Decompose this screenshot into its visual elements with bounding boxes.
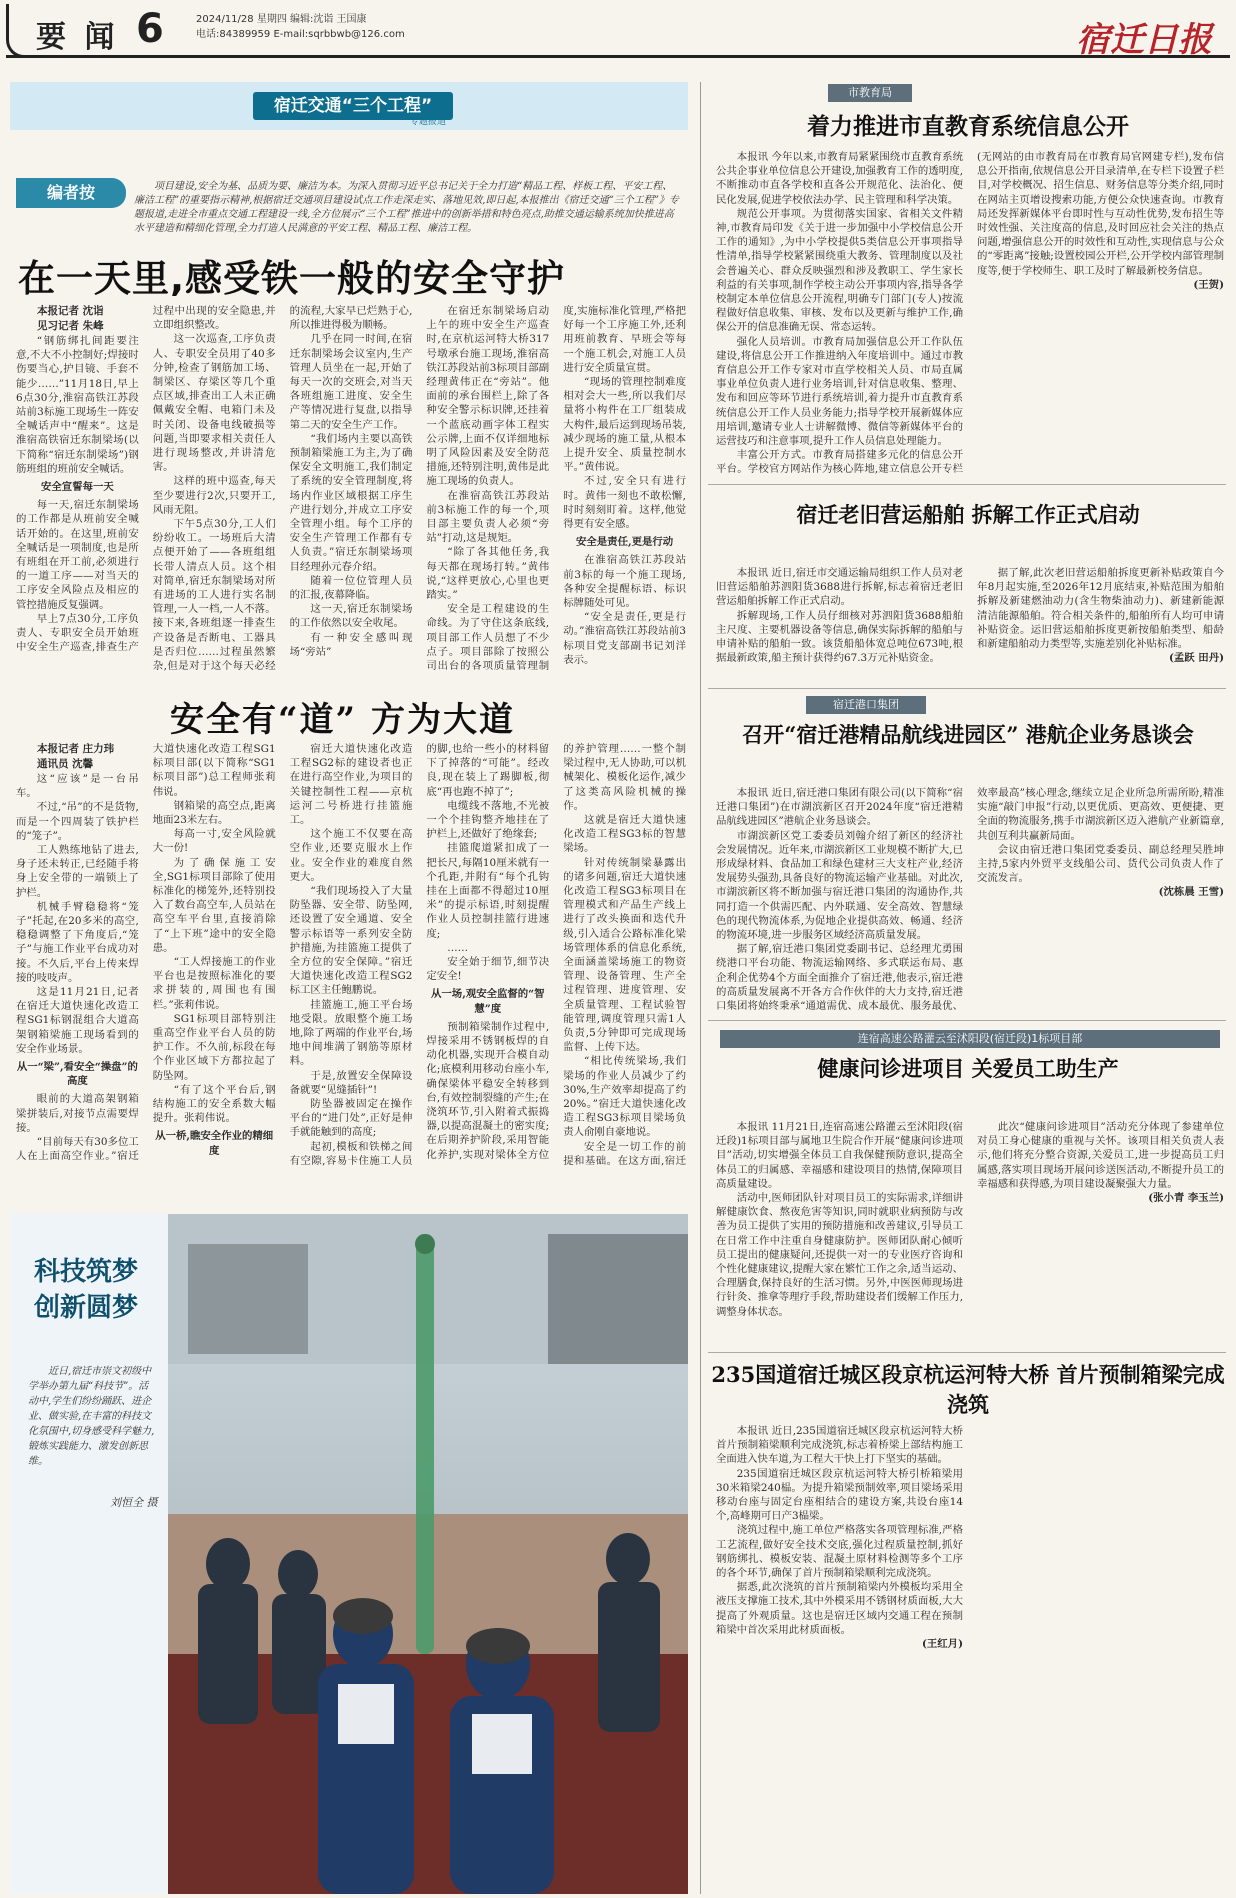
paragraph: 这个施工不仅要在高空作业,还要克服水上作业。安全作业的难度自然更大。 — [289, 828, 413, 883]
story4-body — [716, 1120, 1224, 1346]
story3-headline: 召开“宿迁港精品航线进园区” 港航企业务恳谈会 — [742, 722, 1194, 747]
paragraph: 在淮宿高铁江苏段站前3标的每一个施工现场,各种安全提醒标语、标识标牌随处可见。 — [563, 554, 686, 610]
paragraph: 于是,放置安全保障设备就要“见缝插针”! — [289, 1069, 413, 1096]
feature-banner-subtitle: 专题报道 — [410, 117, 447, 127]
paragraph: 拆解现场,工作人员仔细核对苏泗阳货3688船舶主尺度、主要机器设备等信息,确保实际拆解的船舶与申请补贴的船舶一致。该货船船体宽总吨位673吨,根据最新政策,船主预计获得约67.3万元补贴资金。 — [716, 609, 963, 665]
story1-body — [716, 150, 1224, 480]
paragraph: 本报讯 近日,235国道宿迁城区段京杭运河特大桥首片预制箱梁顺利完成浇筑,标志着桥梁上部结构施工全面进入快车道,为工程大干快上打下坚实的基础。 — [716, 1425, 963, 1466]
masthead-decoration — [6, 4, 30, 58]
paragraph: “相比传统梁场,我们梁场的作业人员减少了约30%,生产效率却提高了约20%。”宿迁大道快速化改造工程SG3标项目梁场负责人俞刚自豪地说。 — [563, 1055, 686, 1139]
story5-headline: 235国道宿迁城区段京杭运河特大桥 首片预制箱梁完成浇筑 — [711, 1362, 1225, 1417]
paragraph: 不过,安全只有进行时。黄伟一刻也不敢松懈,时时刻刻盯着。这样,他觉得更有安全感。 — [563, 475, 686, 531]
paragraph: 此次“健康问诊进项目”活动充分体现了参建单位对员工身心健康的重视与关怀。该项目相关负责人表示,他们将充分整合资源,关爱员工,进一步提高员工归属感,落实项目现场开展问诊送医活动,不断提升员工的幸福感和获得感,为项目建设凝聚强大力量。 — [977, 1121, 1224, 1190]
paragraph: “目前每天有30多位工人在上面高空作业。”宿迁大道快速化改造工程SG1标项目部(以下简称“SG1标项目部”)总工程师张莉伟说。 — [16, 743, 276, 1163]
section-tag: 市教育局 — [828, 84, 912, 102]
paragraph: 这样的班中巡查,每天至少要进行2次,只要开工,风雨无阻。 — [152, 475, 276, 516]
section-tag: 连宿高速公路灌云至沭阳段(宿迁段)1标项目部 — [720, 1030, 1220, 1048]
photo-students-science-fair — [168, 1214, 688, 1894]
paragraph: 为了确保施工安全,SG1标项目部除了使用标准化的梯笼外,还特别投入了数台高空车,人员站在高空车平台里,直接消除了“上下班”途中的安全隐患。 — [152, 856, 276, 954]
paragraph: 本报讯 今年以来,市教育局紧紧围绕市直教育系统公共企事业单位信息公开建设,加强教育工作的透明度,不断推动市直各学校和直各公开规范化、法治化、便民化发展,促进学校依法办学、民主管理和科学决策。 — [716, 151, 963, 206]
paragraph: 针对传统制梁暴露出的诸多问题,宿迁大道快速化改造工程SG3标项目在管理模式和产品生产线上进行了改头换面和迭代升级,引入适合公路标准化梁场管理体系的信息化系统,全面涵盖梁场施工的物资管理、设备管理、生产全过程管理、进度管理、安全质量管理、工程试验智能管理,调度管理只需1人负责,5分钟即可完成现场监督、上传下达。 — [563, 856, 686, 1054]
masthead — [6, 4, 1230, 58]
divider — [708, 1020, 1226, 1021]
article1-body — [16, 304, 686, 680]
story1-headline: 着力推进市直教育系统信息公开 — [807, 113, 1129, 140]
article2-byline: 通讯员 沈馨 — [37, 758, 94, 770]
story3-paragraphs — [716, 786, 1224, 1014]
story4-credit: (张小青 李玉兰) — [1148, 1192, 1224, 1205]
subheading: 从一桥,瞧安全作业的精细度 — [155, 1130, 274, 1157]
paragraph: 浇筑过程中,施工单位严格落实各项管理标准,严格工艺流程,做好安全技术交底,强化过程质量控制,抓好钢筋绑扎、模板安装、混凝土原材料检测等多个工序的各个环节,确保了首片预制箱梁顺利完成浇筑。 — [716, 1524, 963, 1580]
paragraph: 几乎在同一时间,在宿迁东制梁场会议室内,生产管理人员坐在一起,开始了每天一次的交班会,对当天各班组施工进度、安全生产等情况进行复盘,以指导第二天的安全生产工作。 — [289, 333, 413, 431]
paragraph: 这“应该”是一台吊车。 — [16, 773, 139, 800]
paragraph: 本报讯 11月21日,连宿高速公路灌云至沭阳段(宿迁段)1标项目部与属地卫生院合作开展“健康问诊进项目”活动,切实增强全体员工自我保健预防意识,提高全体员工的归属感、幸福感和建设项目的热情,保障项目高质量建设。 — [716, 1121, 963, 1190]
divider — [708, 484, 1226, 485]
story3-body — [716, 786, 1224, 1014]
photo-caption-panel — [10, 1214, 168, 1894]
paragraph: 有一种安全感叫现场“旁站” — [289, 631, 413, 658]
section-tag: 宿迁港口集团 — [806, 696, 926, 714]
feature-banner-title: 宿迁交通“三个工程” — [253, 92, 453, 120]
paragraph: “除了各其他任务,我每天都在现场打转。”黄伟说,“这样更放心,心里也更踏实。” — [426, 546, 550, 602]
paragraph: 据悉,此次浇筑的首片预制箱梁内外模板均采用全液压支撑施工技术,其中外模采用不锈钢材质面板,大大提高了外观质量。这也是宿迁区域内交通工程在预制箱梁中首次采用此材质面板。 — [716, 1581, 963, 1636]
paragraph: 机械手臂稳稳将“笼子”托起,在20多米的高空,稳稳调整了下角度后,“笼子”与施工作业平台成功对接。不久后,平台上传来焊接的吱吱声。 — [16, 900, 139, 984]
story4-headline: 健康问诊进项目 关爱员工助生产 — [817, 1056, 1119, 1081]
photo-credit: 刘恒全 摄 — [110, 1496, 158, 1509]
paragraph: 丰富公开方式。市教育局搭建多元化的信息公开平台。学校官方网站作为核心阵地,建立信息公开专栏(无网站的由市教育局在市教育局官网建专栏),发布信息公开指南,依规信息公开目录清单,在专栏下设置子栏目,对学校概况、招生信息、财务信息等分类介绍,同时在网站主页增设搜索功能,方便公众快速查询。市教育局还发挥新媒体平台即时性与互动性优势,发布招生等时效性强、关注度高的信息,及时回应社会关注的热点问题,增强信息公开的时效性和互动性,实现信息与公众的“零距离”接触;设置校园公开栏,公开学校内部管理制度等,便于学校师生、职工及时了解最新校务信息。 — [716, 151, 1224, 476]
subheading: 从一“梁”,看安全“操盘”的高度 — [16, 1061, 138, 1088]
paragraph: “现场的管理控制难度相对会大一些,所以我们尽量将小构件在工厂组装成大构件,最后运到现场吊装,减少现场的施工量,从根本上提升安全、质量控制水平。”黄伟说。 — [563, 376, 686, 474]
paragraph: “工人焊接施工的作业平台也是按照标准化的要求拼装的,周围也有围栏。”张莉伟说。 — [152, 956, 276, 1011]
issue-contact: 电话:84389959 E-mail:sqrbbwb@126.com — [196, 29, 405, 40]
story2-body — [716, 566, 1224, 682]
story2-headline: 宿迁老旧营运船舶 拆解工作正式启动 — [796, 502, 1140, 527]
paragraph: 早上7点30分,工序负责人、专职安全员开始班中安全生产巡查,排查生产过程中出现的安全隐患,并立即组织整改。 — [16, 305, 276, 654]
paragraph: SG1标项目部特别注重高空作业平台人员的防护工作。不久前,标段在每个作业区域下方都拉起了防坠网。 — [152, 1012, 276, 1082]
paragraph: 预制箱梁制作过程中,焊接采用不锈钢板焊的自动化机器,实现开合模自动化;底模利用移动台座小车,确保梁体平稳安全转移到台,有效控制裂缝的产生;在浇筑环节,引入附着式振捣器,以提高混凝土的密实度;在后期养护阶段,采用智能化养护,实现对梁体全方位的养护管理……一整个制梁过程中,无人协助,可以机械架化、模板化运作,减少了这类高风险机械的操作。 — [426, 743, 686, 1161]
story2-credit: (孟跃 田丹) — [1168, 652, 1224, 665]
story5-credit: (王红月) — [921, 1638, 963, 1651]
editor-note: 项目建设,安全为基、品质为要、廉洁为本。为深入贯彻习近平总书记关于全力打造“精品工程、样板工程、平安工程、廉洁工程”的重要指示精神,根据宿迁交通项目建设试点工作走深走实、落地见效,即日起,本报推出《宿迁交通“三个工程”》专题报道,走进全市重点交通工程建设一线,全方位展示“三个工程”推进中的创新举措和特色亮点,助推交通运输系统加快推进高水平建造和精细化管理,全力打造人民满意的平安工程、精品工程、廉洁工程。 — [134, 181, 679, 234]
story1-credit: (王贺) — [1193, 278, 1224, 291]
paragraph: “我们现场投入了大量防坠器、安全带、防坠网,还设置了安全通道、安全警示标语等一系列安全防护措施,为挂篮施工提供了全方位的安全保障。”宿迁大道快速化改造工程SG2标工区主任鲍鹏说。 — [289, 885, 413, 997]
paragraph: 眼前的大道高架钢箱梁拼装后,对接节点需要焊接。 — [16, 1093, 139, 1134]
feature-banner — [10, 82, 688, 130]
story1-paragraphs — [716, 150, 1224, 480]
paragraph: “安全是责任,更是行动。”淮宿高铁江苏段站前3标项目党支部副书记刘洋表示。 — [563, 611, 686, 666]
paragraph: 每高一寸,安全风险就大一份! — [152, 828, 276, 855]
paragraph: 这一天,宿迁东制梁场的工作依然以安全收尾。 — [289, 603, 413, 630]
paragraph: 工人熟练地钻了进去,身子还未转正,已经随手将身上安全带的一端锁上了护栏。 — [16, 844, 139, 899]
paragraph: 本报讯 近日,宿迁市交通运输局组织工作人员对老旧营运船舶苏泗阳货3688进行拆解,标志着宿迁老旧营运船舶拆解工作正式启动。 — [716, 567, 963, 608]
paragraph: 防坠器被固定在操作平台的“进门处”,正好是伸手就能触到的高度; — [289, 1098, 413, 1139]
paragraph: 这是11月21日,记者在宿迁大道快速化改造工程SG1标钢混组合大道高架钢箱梁施工现场看到的安全作业场景。 — [16, 986, 139, 1055]
article1-byline: 本报记者 沈诣 — [37, 305, 104, 317]
issue-meta — [196, 12, 405, 42]
paragraph: 安全是一切工作的前提和基础。在这方面,宿迁 — [563, 1140, 686, 1167]
subheading: 安全宣誓每一天 — [41, 481, 114, 494]
paragraph: “我们场内主要以高铁预制箱梁施工为主,为了确保安全文明施工,我们制定了系统的安全管理制度,将场内作业区域根据工序生产进行划分,并成立工序安全管理小组。每个工序的安全生产管理工作都有专人负责。”宿迁东制梁场项目经理孙元春介绍。 — [289, 432, 413, 573]
article2-paragraphs — [16, 742, 686, 1176]
paragraph: 下午5点30分,工人们纷纷收工。一场班后大清点便开始了——各班组组长带人清点人员。这个相对简单,宿迁东制梁场对所有进场的工人进行实名制管理,一人一档,一人不落。接下来,各班组逐一排查生产设备是否断电、工器具是否归位……过程虽然繁杂,但是对于这个每天必经的流程,大家早已烂熟于心,所以推进得极为顺畅。 — [152, 305, 413, 673]
story5-body — [716, 1424, 1224, 1894]
paragraph: 规范公开事项。为贯彻落实国家、省相关文件精神,市教育局印发《关于进一步加强中小学校信息公开工作的通知》,为中小学校提供5类信息公开事项指导性清单,指导学校紧紧围绕重大教务、管理制度以及社会普遍关心、群众反映强烈和涉及教职工、学生家长利益的有关事项,制作学校主动公开事项内容,指导各学校制定本单位信息公开流程,明确专门部门(专人)按流程做好信息收集、审核、发布以及更新与维护工作,确保公开的信息准确无误、常态运转。 — [716, 207, 963, 334]
paragraph: 挂篮施工,施工平台场地受限。放眼整个施工场地,除了两端的作业平台,场地中间堆满了钢筋等原材料。 — [289, 998, 413, 1068]
column-divider — [700, 82, 701, 1894]
paragraph: 市湖滨新区党工委委员刘翰介绍了新区的经济社会发展情况。近年来,市湖滨新区工业规模不断扩大,已形成绿材料、食品加工和绿色建材三大支柱产业,经济发展势头强劲,具备良好的物流运输产业基础。对此次,市湖滨新区将不断加强与宿迁港口集团的沟通协作,共同打造一个供需匹配、内外联通、安全高效、智慧绿色的现代物流体系,为促地企业提供高效、畅通、经济的物流环境,进一步服务区域经济高质量发展。 — [716, 829, 963, 942]
photo-title: 科技筑梦 创新圆梦 — [34, 1257, 139, 1323]
paragraph: 每一天,宿迁东制梁场的工作都是从班前安全喊话开始的。在这里,班前安全喊话是一项制度,也是所有班组在开工前,必须进行的一道工序——对当天的工序安全风险点及相应的管控措施反复强调。 — [16, 499, 139, 611]
paragraph: 随着一位位管理人员的汇报,夜幕降临。 — [289, 574, 413, 602]
photo-feature — [10, 1214, 688, 1894]
paragraph: 本报讯 近日,宿迁港口集团有限公司(以下简称“宿迁港口集团”)在市湖滨新区召开2024年度“宿迁港精品航线进园区”港航企业务恳谈会。 — [716, 787, 963, 828]
section-name: 要 闻 — [36, 20, 119, 55]
story3-credit: (沈栋晨 王雪) — [1158, 886, 1224, 899]
paragraph: …… — [447, 941, 468, 954]
issue-date-editors: 2024/11/28 星期四 编辑:沈诣 王国康 — [196, 14, 367, 25]
paragraph: 强化人员培训。市教育局加强信息公开工作队伍建设,将信息公开工作推进纳入年度培训中。通过市教育信息公开工作专家对市直学校相关人员、市局直属事业单位负责人进行业务培训,针对信息收集、整理、发布和回应等环节进行系统培训,着力提升市直教育系统信息公开工作人员业务能力;指导学校开展新媒体应用培训,邀请专业人士讲解微博、微信等新媒体平台的运营技巧和注意事项,提升工作人员信息处理能力。 — [716, 335, 963, 448]
paragraph: 挂篮爬道紧扣成了一把长尺,每隔10厘米就有一个孔距,并附有“每个孔钩挂在上面都不得超过10厘米”的提示标语,时刻提醒作业人员控制挂篮行进速度; — [426, 842, 550, 940]
story5-paragraphs — [716, 1424, 963, 1637]
paragraph: 安全始于细节,细节决定安全! — [426, 956, 550, 983]
article2-byline: 本报记者 庄力玮 — [37, 743, 115, 755]
article1-paragraphs — [16, 304, 686, 680]
article1-byline: 见习记者 朱峰 — [37, 320, 104, 332]
paragraph: 不过,“吊”的不是货物,而是一个四周装了铁护栏的“笼子”。 — [16, 801, 139, 842]
paragraph: 据了解,此次老旧营运船舶拆度更新补贴政策自今年8月起实施,至2026年12月底结束,补贴范围为船舶拆解及新建燃油动力(含生物柴油动力)、新建新能源清洁能源船舶。符合相关条件的,船舶所有人均可申请补贴资金。运旧营运船舶拆度更新按船舶类型、船龄和新建船舶动力类型等,实施差别化补贴标准。 — [977, 567, 1224, 651]
paragraph: 据了解,宿迁港口集团党委副书记、总经理尤勇围绕港口平台功能、物流运输网络、多式联运布局、惠企利企优势4个方面全面推介了宿迁港,他表示,宿迁港的高质量发展离不开各方合作伙伴的大力支持,宿迁港口集团将始终秉承“通道需优、成本最优、服务最优、效率最高”核心理念,继续立足企业所急所需所盼,精准实施“敲门申报”行动,以更优质、更高效、更便捷、更全面的物流服务,携手市湖滨新区迈入港航产业新篇章,共创互利共赢新局面。 — [716, 787, 1224, 1013]
paragraph: 起初,模板和铁梯之间有空隙,容易卡住施工人员的脚,也给一些小的材料留下了掉落的“可能”。经改良,现在装上了踢脚板,彻底“再也跑不掉了”; — [289, 743, 550, 1167]
paragraph: 活动中,医师团队针对项目员工的实际需求,详细讲解健康饮食、熬夜危害等知识,同时就职业病预防与改善为员工提供了实用的预防措施和改善建议,引导员工在日常工作中注重自身健康防护。医师团队耐心倾听员工提出的健康疑问,还提供一对一的专业医疗咨询和个性化健康建议,提醒大家在繁忙工作之余,适当运动、合理膳食,保持良好的生活习惯。另外,中医医师现场进行针灸、推拿等理疗手段,帮助建设者们缓解工作压力,调整身体状态。 — [716, 1192, 963, 1318]
paragraph: 安全是工程建设的生命线。为了守住这条底线,项目部工作人员想了不少点子。项目部除了按照公司出台的各项质量管理制度,实施标准化管理,严格把好每一个工序施工外,还利用班前教育、早班会等每一个施工机会,对施工人员进行安全质量宣贯。 — [426, 305, 686, 673]
paragraph: 在宿迁东制梁场启动上午的班中安全生产巡查时,在京杭运河特大桥317号墩承台施工现场,淮宿高铁江苏段站前3标项目部副经理黄伟正在“旁站”。他面前的承台围栏上,除了各种安全警示标识牌,还挂着一个蓝底动画字体工程实公示牌,上面不仅详细地标明了风险因素及安全防范措施,还特别注明,黄伟是此施工现场的负责人。 — [426, 305, 550, 488]
paragraph: 电缆线不落地,不光被一个个挂钩整齐地挂在了护栏上,还做好了绝缘套; — [426, 799, 550, 841]
story4-paragraphs — [716, 1120, 1224, 1346]
article2-body — [16, 742, 686, 1176]
paragraph: “有了这个平台后,钢结构施工的安全系数大幅提升。张莉伟说。 — [152, 1083, 276, 1125]
paragraph: 会议由宿迁港口集团党委委员、副总经理吴胜坤主持,5家内外贸平支线船公司、货代公司负责人作了交流发言。 — [977, 843, 1224, 885]
paragraph: 宿迁大道快速化改造工程SG2标的建设者也正在进行高空作业,为项目的关键控制性工程——京杭运河二号桥进行挂篮施工。 — [289, 743, 413, 827]
newspaper-logo: 宿迁日报 — [1076, 20, 1212, 58]
paragraph: 这一次巡查,工序负责人、专职安全员用了40多分钟,检查了钢筋加工场、制梁区、存梁区等几个重点区域,排查出工人未正确佩戴安全帽、电箱门未及时关闭、设备电线破损等问题,当即要求相关责任人进行现场整改,并讲清危害。 — [152, 333, 276, 474]
article1-headline: 在一天里,感受铁一般的安全守护 — [18, 257, 566, 296]
divider — [708, 688, 1226, 689]
paragraph: “钢筋绑扎间距要注意,不大不小控制好;焊接时伤要当心,护目镜、手套不能少……”11月18日,早上6点30分,淮宿高铁江苏段站前3标施工现场生一阵安全喊话声中“醒来”。这是淮宿高铁宿迁东制梁场(以下简称“宿迁东制梁场”)钢筋班组的班前安全喊话。 — [16, 335, 139, 475]
paragraph: 在淮宿高铁江苏段站前3标施工作的每一个,项目部主要负责人必须“旁站”打动,这是规矩。 — [426, 489, 550, 545]
page-number: 6 — [136, 6, 164, 52]
paragraph: 235国道宿迁城区段京杭运河特大桥引桥箱梁用30米箱梁240榀。为提升箱梁预制效率,项目梁场采用移动台座与固定台座相结合的建设方案,共设台座14个,高峰期可日产3榀梁。 — [716, 1467, 963, 1523]
subheading: 从一场,观安全监督的“智慧”度 — [431, 988, 545, 1015]
editor-note-badge: 编者按 — [16, 178, 126, 208]
paragraph: 钢箱梁的高空点,距离地面23米左右。 — [152, 799, 276, 827]
subheading: 安全是责任,更是行动 — [576, 536, 674, 549]
photo-caption: 近日,宿迁市崇文初级中学举办第九届“科技节”。活动中,学生们纷纷踊跃、进企业、做实验,在丰富的科技文化氛围中,切身感受科学魅力,锻炼实践能力、激发创新思维。 — [28, 1366, 155, 1467]
divider — [708, 1352, 1226, 1353]
paragraph: 这就是宿迁大道快速化改造工程SG3标的智慧梁场。 — [563, 814, 686, 855]
article2-headline: 安全有“道” 方为大道 — [170, 700, 515, 736]
